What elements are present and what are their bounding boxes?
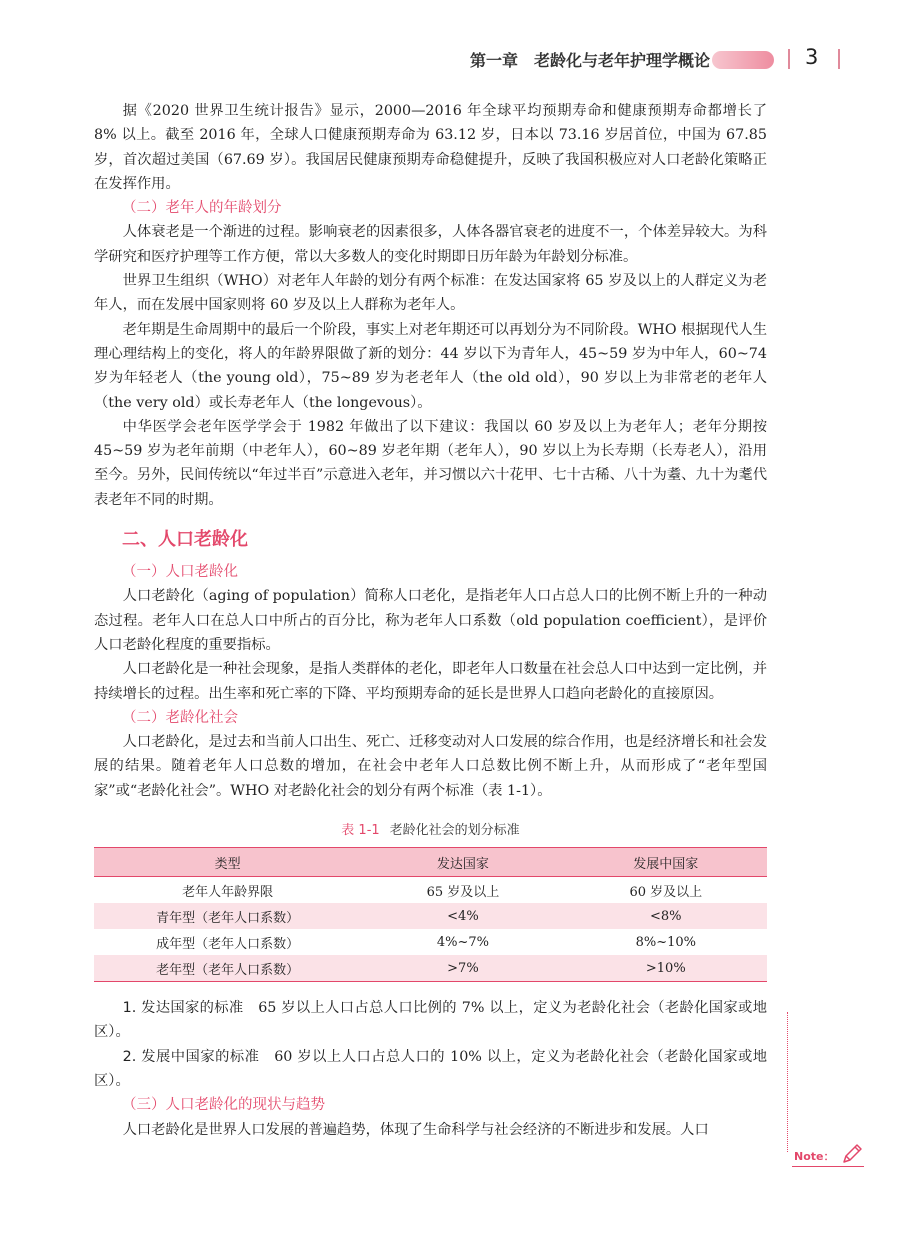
table-cell: 8%~10% (635, 934, 696, 950)
table-cell: <8% (565, 903, 767, 929)
table-cell: >7% (361, 955, 564, 982)
header-separator (838, 49, 840, 69)
table-cell: 老年人年龄界限 (182, 884, 274, 900)
standard-label: 2. 发展中国家的标准 (122, 1048, 260, 1065)
table-cell: 青年型（老年人口系数） (94, 903, 361, 929)
paragraph-chinese-standard: 中华医学会老年医学学会于 1982 年做出了以下建议：我国以 60 岁及以上为老年人；老年分期按 45~59 岁为老年前期（中老年人），60~89 岁老年期（老年人），90 岁以上为长寿期（长寿老人），沿用至今。另外，民间传统以“年过半百”示意进入老年，并习惯以六十花甲、七十古稀、八十为耋、九十为耄代表老年不同的时期。 (94, 418, 767, 508)
table-row (94, 877, 767, 904)
aging-standard-table (94, 847, 767, 982)
column-header: 类型 (94, 848, 361, 877)
paragraph-aging-trend: 人口老龄化是世界人口发展的普遍趋势，体现了生命科学与社会经济的不断进步和发展。人口 (122, 1121, 709, 1138)
pencil-icon (840, 1142, 864, 1166)
table-cell: 老年型（老年人口系数） (94, 955, 361, 982)
column-header: 发达国家 (361, 848, 564, 877)
note-underline (792, 1166, 864, 1167)
column-header: 发展中国家 (565, 848, 767, 877)
table-cell: <4% (361, 903, 564, 929)
paragraph-aging-definition: 人口老龄化（aging of population）简称人口老化，是指老年人口占总人口的比例不断上升的一种动态过程。老年人口在总人口中所占的百分比，称为老年人口系数（old population coefficient），是评价人口老龄化程度的重要指标。 (94, 588, 767, 653)
table-row (94, 903, 767, 929)
standard-label: 1. 发达国家的标准 (122, 1000, 244, 1017)
note-margin-line (787, 1012, 788, 1152)
paragraph-developed-standard (94, 996, 767, 1045)
paragraph-who-standard: 世界卫生组织（WHO）对老年人年龄的划分有两个标准：在发达国家将 65 岁及以上的人群定义为老年人，而在发展中国家则将 60 岁及以上人群称为老年人。 (94, 273, 767, 314)
table-cell: >10% (565, 955, 767, 982)
table-cell: 65 岁及以上 (426, 884, 500, 900)
paragraph-health-expectancy: 据《2020 世界卫生统计报告》显示，2000—2016 年全球平均预期寿命和健康预期寿命都增长了 8% 以上。截至 2016 年，全球人口健康预期寿命为 63.12 岁，日本以 73.16 岁居首位，中国为 67.85 岁，首次超过美国（67.69 岁）。我国居民健康预期寿命稳健提升，反映了我国积极应对人口老龄化策略正在发挥作用。 (94, 103, 767, 192)
table-caption (94, 821, 767, 841)
section-heading-population-aging: 二、人口老龄化 (122, 529, 248, 551)
header-separator (788, 49, 790, 69)
table-header-row (94, 848, 767, 877)
page-header (0, 0, 900, 80)
table-title: 老龄化社会的划分标准 (389, 823, 520, 839)
chapter-title: 第一章 老龄化与老年护理学概论 (469, 51, 710, 70)
paragraph-aging-society: 人口老龄化，是过去和当前人口出生、死亡、迁移变动对人口发展的综合作用，也是经济增长和社会发展的结果。随着老年人口总数的增加，在社会中老年人口总数比例不断上升，从而形成了“老年型国家”或“老龄化社会”。WHO 对老龄化社会的划分有两个标准（表 1-1）。 (94, 734, 767, 799)
paragraph-aging-social: 人口老龄化是一种社会现象，是指人类群体的老化，即老年人口数量在社会总人口中达到一定比例，并持续增长的过程。出生率和死亡率的下降、平均预期寿命的延长是世界人口趋向老龄化的直接原因。 (94, 661, 767, 702)
paragraph-developing-standard (94, 1045, 767, 1094)
page-number: 3 (805, 45, 819, 69)
paragraph-aging-process: 人体衰老是一个渐进的过程。影响衰老的因素很多，人体各器官衰老的进度不一，个体差异较大。为科学研究和医疗护理等工作方便，常以大多数人的变化时期即日历年龄为年龄划分标准。 (94, 224, 767, 265)
table-row (94, 929, 767, 955)
table-cell: 60 岁及以上 (629, 884, 703, 900)
paragraph-old-age-stages: 老年期是生命周期中的最后一个阶段，事实上对老年期还可以再划分为不同阶段。WHO 根据现代人生理心理结构上的变化，将人的年龄界限做了新的划分：44 岁以下为青年人，45~59 岁为中年人，60~74 岁为年轻老人（the young old），75~89 岁为老老年人（the old old），90 岁以上为非常老的老年人（the very old）或长寿老年人（the longevous）。 (94, 321, 767, 411)
table-cell: 成年型（老年人口系数） (156, 936, 300, 952)
table-number: 表 1-1 (341, 823, 380, 839)
standard-text: 65 岁以上人口占总人口比例的 7% 以上，定义为老龄化社会（老龄化国家或地区）。 (94, 1000, 767, 1041)
subheading-age-division: （二）老年人的年龄划分 (122, 200, 282, 217)
table-row (94, 955, 767, 982)
note-label: Note： (794, 1150, 835, 1163)
standard-text: 60 岁以上人口占总人口的 10% 以上，定义为老龄化社会（老龄化国家或地区）。 (94, 1048, 768, 1089)
table-cell: 4%~7% (436, 934, 489, 950)
header-decor-bar (712, 51, 774, 69)
subheading-population-aging: （一）人口老龄化 (122, 564, 238, 581)
subheading-aging-trend: （三）人口老龄化的现状与趋势 (122, 1097, 325, 1114)
subheading-aging-society: （二）老龄化社会 (122, 709, 238, 726)
page-content (94, 99, 767, 1142)
